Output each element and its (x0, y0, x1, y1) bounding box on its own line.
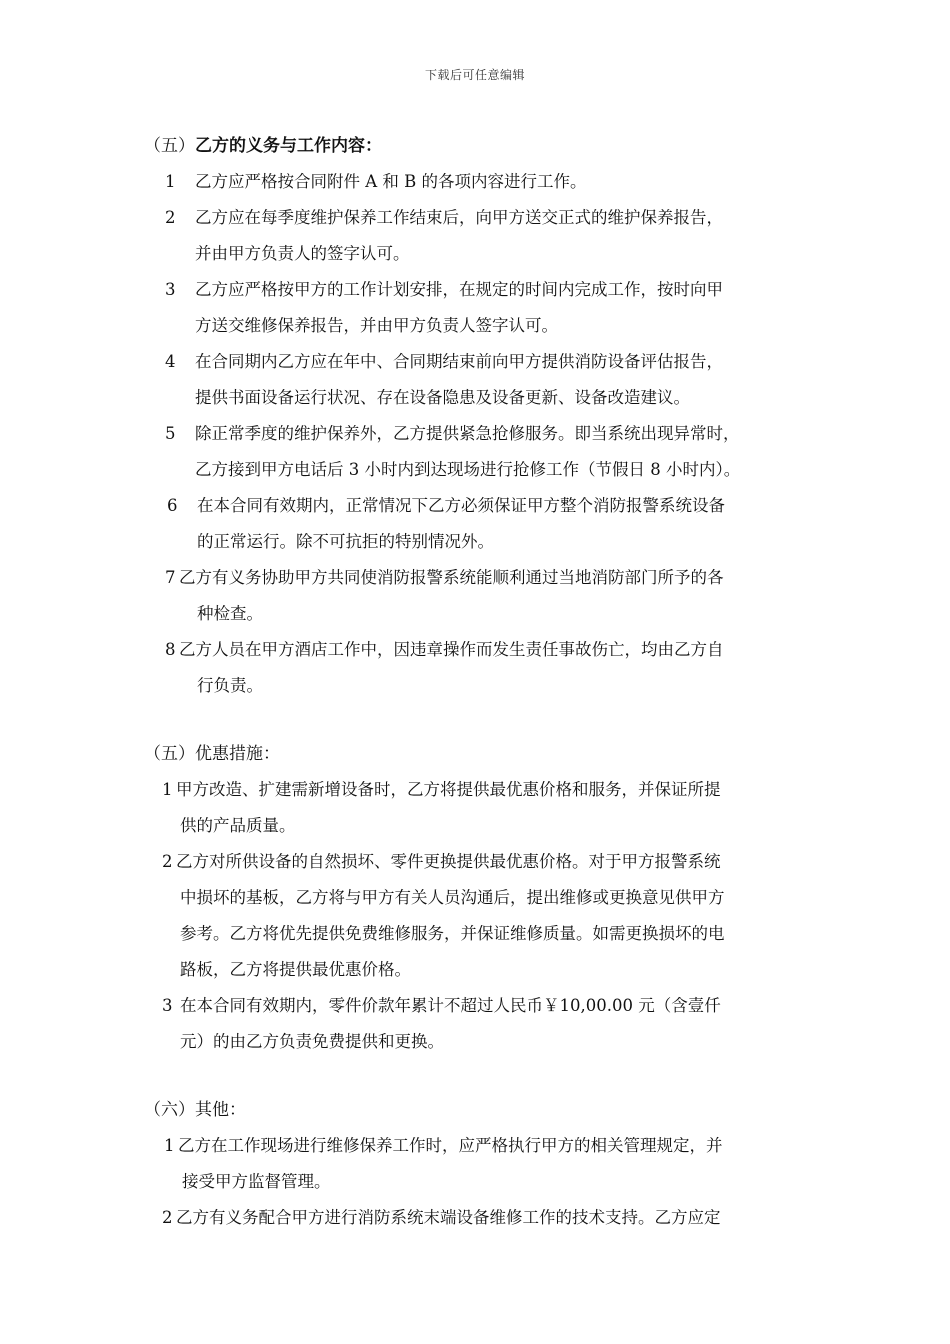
item-line: 路板，乙方将提供最优惠价格。 (180, 960, 411, 979)
item-number: 1 (162, 780, 173, 799)
item-line: 并由甲方负责人的签字认可。 (195, 244, 410, 263)
item-line: 甲方改造、扩建需新增设备时，乙方将提供最优惠价格和服务，并保证所提 (176, 780, 721, 799)
item-line: 提供书面设备运行状况、存在设备隐患及设备更新、设备改造建议。 (195, 388, 690, 407)
item-line: 接受甲方监督管理。 (182, 1172, 331, 1191)
item-line: 乙方人员在甲方酒店工作中，因违章操作而发生责任事故伤亡，均由乙方自 (179, 640, 724, 659)
list-item (162, 996, 721, 1016)
item-line: 种检查。 (197, 604, 263, 623)
item-line: 行负责。 (197, 676, 263, 695)
item-line: 乙方应在每季度维护保养工作结束后，向甲方送交正式的维护保养报告， (195, 208, 723, 227)
list-item (164, 1136, 723, 1156)
item-line: 的正常运行。除不可抗拒的特别情况外。 (197, 532, 494, 551)
list-item (165, 172, 587, 192)
item-number: 4 (165, 352, 176, 371)
item-line: 中损坏的基板，乙方将与甲方有关人员沟通后，提出维修或更换意见供甲方 (180, 888, 725, 907)
list-item (165, 640, 724, 660)
item-number: 2 (165, 208, 176, 227)
list-item (165, 568, 724, 588)
item-line: 在本合同有效期内，零件价款年累计不超过人民币￥10,00.00 元（含壹仟 (180, 996, 721, 1015)
item-number: 1 (165, 172, 176, 191)
list-item (165, 280, 723, 300)
item-line: 乙方有义务配合甲方进行消防系统末端设备维修工作的技术支持。乙方应定 (176, 1208, 721, 1227)
item-line: 方送交维修保养报告，并由甲方负责人签字认可。 (195, 316, 558, 335)
item-line: 参考。乙方将优先提供免费维修服务，并保证维修质量。如需更换损坏的电 (180, 924, 725, 943)
list-item (165, 352, 723, 372)
section-obligations-title: 乙方的义务与工作内容： (195, 136, 382, 156)
section-other-heading: （六）其他： (144, 1100, 246, 1120)
item-line: 乙方应严格按合同附件 A 和 B 的各项内容进行工作。 (195, 172, 587, 191)
section-obligations-prefix: （五） (144, 136, 195, 156)
item-line: 乙方有义务协助甲方共同使消防报警系统能顺利通过当地消防部门所予的各 (179, 568, 724, 587)
item-number: 2 (162, 1208, 173, 1227)
item-number: 6 (167, 496, 178, 515)
item-line: 除正常季度的维护保养外，乙方提供紧急抢修服务。即当系统出现异常时， (195, 424, 740, 443)
item-number: 1 (164, 1136, 175, 1155)
section-discount-heading: （五）优惠措施： (144, 744, 280, 764)
item-line: 乙方应严格按甲方的工作计划安排，在规定的时间内完成工作，按时向甲 (195, 280, 723, 299)
list-item (165, 424, 740, 444)
item-number: 3 (162, 996, 173, 1015)
item-line: 在本合同有效期内，正常情况下乙方必须保证甲方整个消防报警系统设备 (197, 496, 725, 515)
list-item (167, 496, 725, 516)
section-obligations-heading (144, 136, 382, 156)
item-line: 乙方对所供设备的自然损坏、零件更换提供最优惠价格。对于甲方报警系统 (176, 852, 721, 871)
item-number: 3 (165, 280, 176, 299)
item-line: 乙方在工作现场进行维修保养工作时，应严格执行甲方的相关管理规定，并 (178, 1136, 723, 1155)
item-line: 供的产品质量。 (180, 816, 296, 835)
item-line: 元）的由乙方负责免费提供和更换。 (180, 1032, 444, 1051)
item-number: 2 (162, 852, 173, 871)
list-item (162, 1208, 721, 1228)
header-note: 下载后可任意编辑 (424, 68, 525, 82)
list-item (165, 208, 723, 228)
item-number: 8 (165, 640, 176, 659)
list-item (162, 780, 721, 800)
item-line: 在合同期内乙方应在年中、合同期结束前向甲方提供消防设备评估报告， (195, 352, 723, 371)
list-item (162, 852, 721, 872)
item-line: 乙方接到甲方电话后 3 小时内到达现场进行抢修工作（节假日 8 小时内）。 (195, 460, 741, 479)
item-number: 5 (165, 424, 176, 443)
item-number: 7 (165, 568, 176, 587)
